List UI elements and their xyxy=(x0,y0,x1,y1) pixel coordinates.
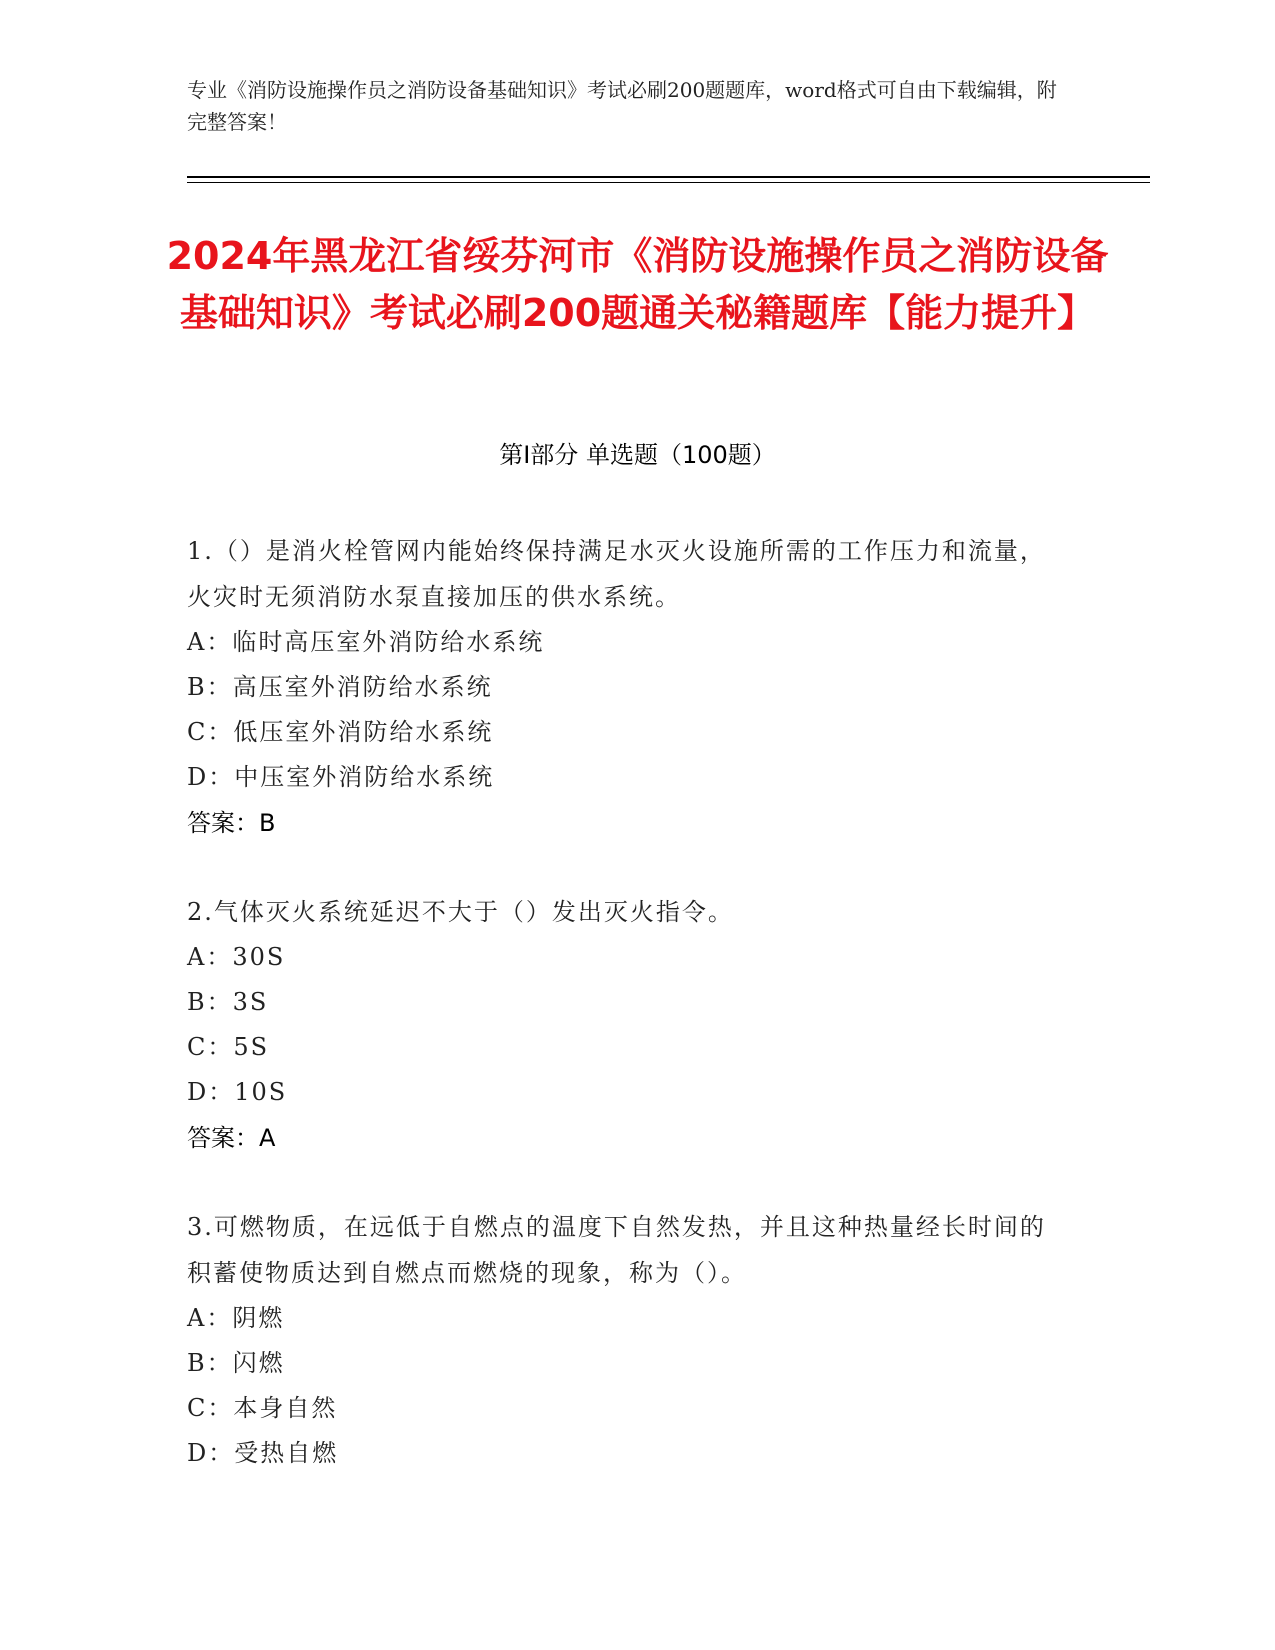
option-c: C：本身自然 xyxy=(187,1394,338,1422)
option-a: A：30S xyxy=(187,943,286,971)
answer-line: 答案：A xyxy=(187,1124,276,1152)
header-rule-thick xyxy=(187,176,1150,178)
question-1 xyxy=(187,528,1057,846)
question-stem: 1.（）是消火栓管网内能始终保持满足水灭火设施所需的工作压力和流量，火灾时无须消防水泵直接加压的供水系统。 xyxy=(187,537,1046,611)
question-list xyxy=(187,528,1057,1519)
option-d: D：10S xyxy=(187,1078,288,1106)
option-d: D：中压室外消防给水系统 xyxy=(187,763,495,791)
option-c: C：5S xyxy=(187,1033,270,1061)
section-heading: 第Ⅰ部分 单选题（100题） xyxy=(499,441,776,469)
option-a: A：阴燃 xyxy=(187,1304,285,1332)
question-2 xyxy=(187,889,1057,1161)
option-b: B：高压室外消防给水系统 xyxy=(187,673,493,701)
question-stem: 3.可燃物质，在远低于自燃点的温度下自然发热，并且这种热量经长时间的积蓄使物质达到自燃点而燃烧的现象，称为（）。 xyxy=(187,1213,1046,1287)
question-stem: 2.气体灭火系统延迟不大于（）发出灭火指令。 xyxy=(187,898,734,926)
option-b: B：闪燃 xyxy=(187,1349,285,1377)
option-c: C：低压室外消防给水系统 xyxy=(187,718,494,746)
header-note: 专业《消防设施操作员之消防设备基础知识》考试必刷200题题库，word格式可自由下载编辑，附完整答案！ xyxy=(187,78,1057,134)
answer-line: 答案：B xyxy=(187,809,276,837)
document-title: 2024年黑龙江省绥芬河市《消防设施操作员之消防设备基础知识》考试必刷200题通关秘籍题库【能力提升】 xyxy=(166,234,1109,335)
option-b: B：3S xyxy=(187,988,269,1016)
option-d: D：受热自燃 xyxy=(187,1439,339,1467)
header-rule-thin xyxy=(187,182,1150,183)
question-3 xyxy=(187,1204,1057,1476)
option-a: A：临时高压室外消防给水系统 xyxy=(187,628,545,656)
